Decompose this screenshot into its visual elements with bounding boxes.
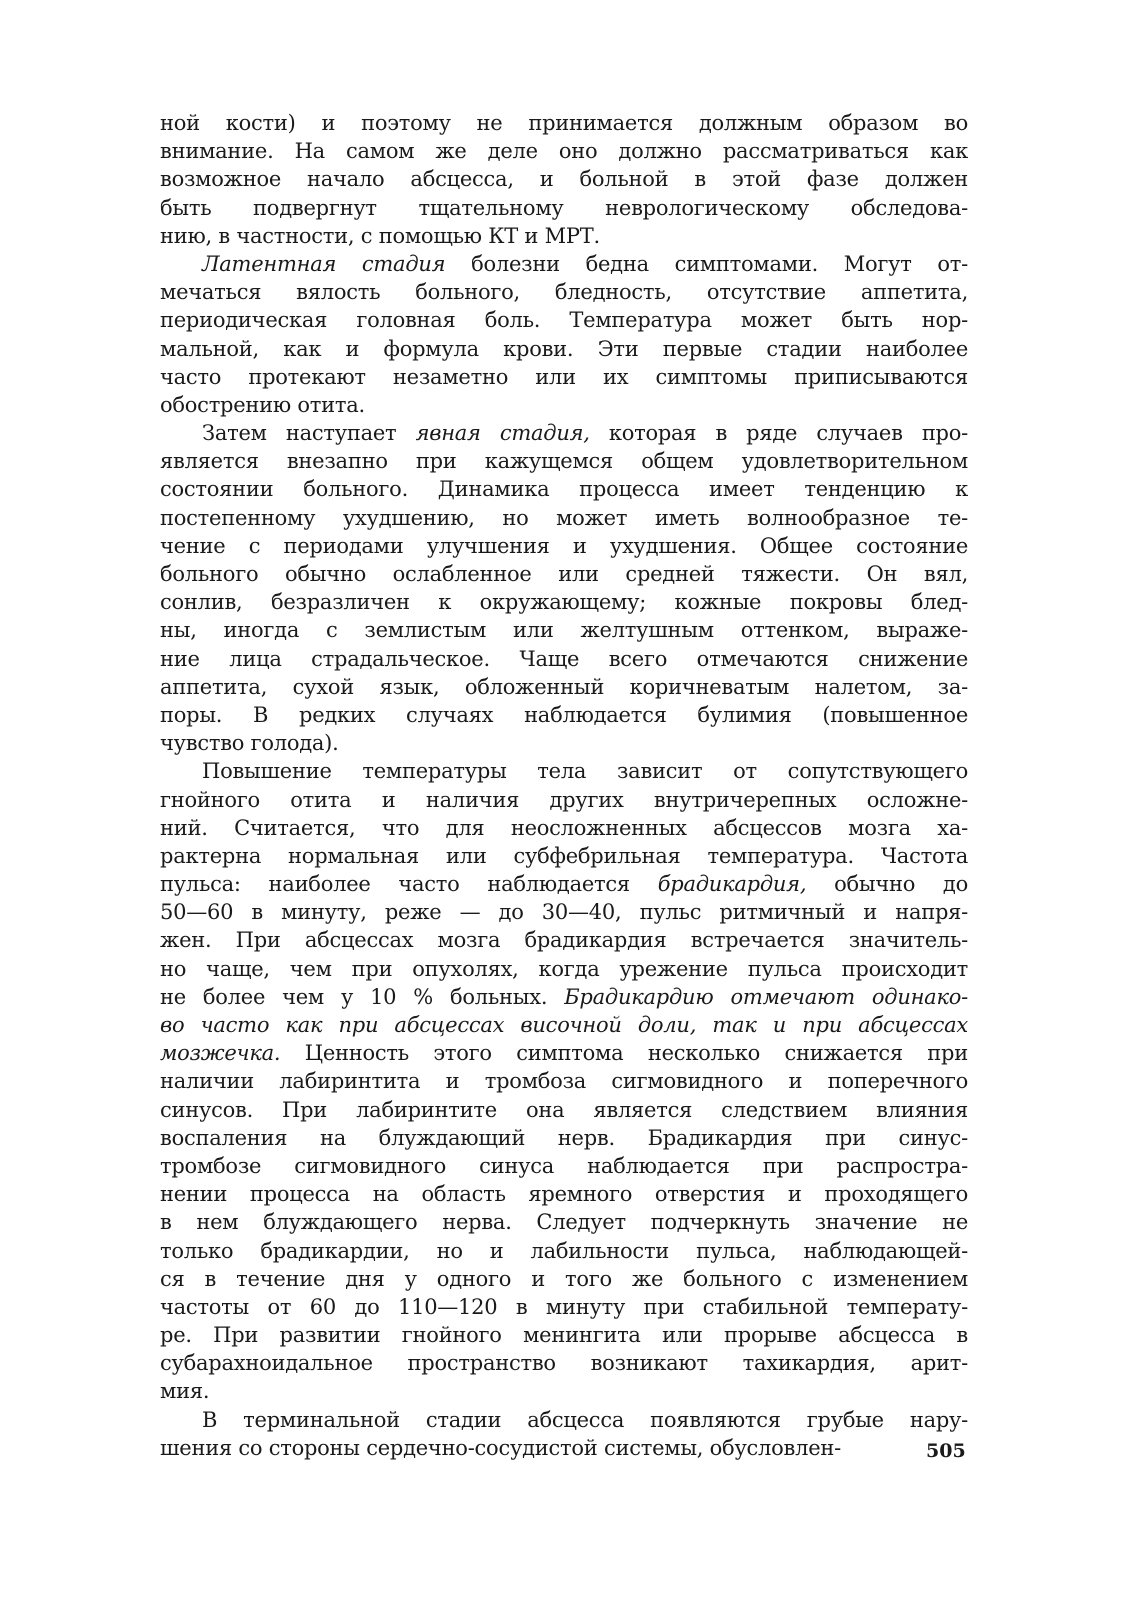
text-segment: периодическая головная боль. Температура может быть нор- — [160, 308, 968, 333]
text-line — [160, 391, 968, 419]
text-segment: но чаще, чем при опухолях, когда урежение пульса происходит — [160, 956, 968, 981]
text-segment: 50—60 в минуту, реже — до 30—40, пульс ритмичный и напря- — [160, 900, 968, 925]
text-segment: жен. При абсцессах мозга брадикардия встречается значитель- — [160, 928, 968, 953]
text-segment: ре. При развитии гнойного менингита или прорыве абсцесса в — [160, 1323, 968, 1348]
text-segment: пульса: наиболее часто наблюдается — [160, 872, 658, 897]
italic-text: мозжечка. — [160, 1041, 281, 1066]
text-line — [160, 1180, 968, 1208]
text-line — [160, 1265, 968, 1293]
text-line — [160, 363, 968, 391]
italic-text: во часто как при абсцессах височной доли, так и при абсцессах — [160, 1013, 968, 1037]
page-number: 505 — [926, 1440, 966, 1462]
text-segment: состоянии больного. Динамика процесса имеет тенденцию к — [160, 477, 968, 502]
text-segment: обострению отита. — [160, 392, 365, 417]
text-line — [160, 532, 968, 560]
text-segment: воспаления на блуждающий нерв. Брадикардия при синус- — [160, 1125, 968, 1150]
text-line — [160, 335, 968, 363]
text-line — [160, 222, 968, 250]
text-segment: ний. Считается, что для неосложненных абсцессов мозга ха- — [160, 815, 968, 840]
text-line — [160, 137, 968, 165]
text-line — [160, 1377, 968, 1405]
text-line — [160, 194, 968, 222]
text-segment: Затем наступает — [202, 421, 416, 446]
text-line — [160, 870, 968, 898]
text-segment: мия. — [160, 1379, 210, 1404]
text-line — [160, 475, 968, 503]
paragraph — [160, 250, 968, 419]
paragraph — [160, 757, 968, 1405]
text-segment: гнойного отита и наличия других внутричерепных осложне- — [160, 787, 968, 812]
text-line — [160, 1096, 968, 1124]
text-segment: ся в течение дня у одного и того же больного с изменением — [160, 1266, 968, 1291]
text-line — [160, 1152, 968, 1180]
text-line — [160, 1434, 968, 1462]
text-segment: ние лица страдальческое. Чаще всего отмечаются снижение — [160, 646, 968, 671]
text-segment: Повышение температуры тела зависит от сопутствующего — [202, 759, 968, 784]
text-segment: больного обычно ослабленное или средней тяжести. Он вял, — [160, 562, 968, 586]
text-segment: в нем блуждающего нерва. Следует подчеркнуть значение не — [160, 1210, 968, 1235]
text-segment: наличии лабиринтита и тромбоза сигмовидного и поперечного — [160, 1069, 968, 1094]
text-line — [160, 1039, 968, 1067]
text-line — [160, 278, 968, 306]
text-segment: частоты от 60 до 110—120 в минуту при стабильной температу- — [160, 1294, 968, 1319]
text-segment: возможное начало абсцесса, и больной в этой фазе должен — [160, 167, 968, 192]
text-segment: рактерна нормальная или субфебрильная температура. Частота — [160, 843, 968, 868]
text-segment: тромбозе сигмовидного синуса наблюдается при распростра- — [160, 1153, 968, 1178]
paragraph — [160, 1406, 968, 1462]
text-segment: шения со стороны сердечно-сосудистой системы, обусловлен- — [160, 1435, 841, 1460]
text-line — [160, 109, 968, 137]
text-line — [160, 419, 968, 447]
text-segment: мальной, как и формула крови. Эти первые стадии наиболее — [160, 336, 968, 361]
text-line — [160, 616, 968, 644]
text-segment: В терминальной стадии абсцесса появляются грубые нару- — [202, 1407, 968, 1432]
italic-text: явная стадия, — [415, 421, 590, 446]
text-segment: только брадикардии, но и лабильности пульса, наблюдающей- — [160, 1238, 968, 1263]
text-line — [160, 1124, 968, 1152]
italic-text: брадикардия, — [657, 872, 807, 897]
text-segment: является внезапно при кажущемся общем удовлетворительном — [160, 449, 968, 474]
text-line — [160, 1349, 968, 1377]
text-line — [160, 1208, 968, 1236]
text-segment: обычно до — [806, 872, 968, 897]
text-line — [160, 955, 968, 983]
text-line — [160, 814, 968, 842]
text-segment: чувство голода). — [160, 731, 339, 756]
text-segment: не более чем у 10 % больных. — [160, 984, 565, 1009]
text-segment: нении процесса на область яремного отверстия и проходящего — [160, 1182, 968, 1207]
text-line — [160, 898, 968, 926]
text-line — [160, 842, 968, 870]
text-segment: сонлив, безразличен к окружающему; кожные покровы блед- — [160, 590, 968, 615]
text-segment: быть подвергнут тщательному неврологическому обследова- — [160, 195, 968, 220]
paragraph — [160, 109, 968, 250]
text-segment: постепенному ухудшению, но может иметь волнообразное те- — [160, 505, 968, 530]
text-line — [160, 1067, 968, 1095]
text-line — [160, 588, 968, 616]
text-line — [160, 1406, 968, 1434]
text-line — [160, 165, 968, 193]
page-body — [160, 109, 968, 1462]
italic-text: Латентная стадия — [202, 251, 446, 276]
text-segment: чение с периодами улучшения и ухудшения. Общее состояние — [160, 533, 968, 558]
text-line — [160, 1237, 968, 1265]
text-segment: поры. В редких случаях наблюдается булимия (повышенное — [160, 702, 968, 727]
text-line — [160, 560, 968, 588]
text-segment: нию, в частности, с помощью КТ и МРТ. — [160, 223, 600, 248]
text-segment: ной кости) и поэтому не принимается должным образом во — [160, 111, 968, 135]
text-line — [160, 757, 968, 785]
italic-text: Брадикардию отмечают одинако- — [564, 984, 968, 1009]
text-line — [160, 447, 968, 475]
text-segment: часто протекают незаметно или их симптомы приписываются — [160, 364, 968, 389]
text-segment: внимание. На самом же деле оно должно рассматриваться как — [160, 139, 968, 164]
text-line — [160, 729, 968, 757]
text-line — [160, 926, 968, 954]
text-line — [160, 1011, 968, 1039]
text-line — [160, 250, 968, 278]
text-line — [160, 504, 968, 532]
text-line — [160, 645, 968, 673]
paragraph — [160, 419, 968, 757]
text-segment: аппетита, сухой язык, обложенный коричневатым налетом, за- — [160, 674, 968, 699]
text-line — [160, 701, 968, 729]
text-segment: синусов. При лабиринтите она является следствием влияния — [160, 1097, 968, 1122]
text-line — [160, 1321, 968, 1349]
text-line — [160, 1293, 968, 1321]
text-segment: мечаться вялость больного, бледность, отсутствие аппетита, — [160, 280, 968, 305]
text-segment: Ценность этого симптома несколько снижается при — [280, 1041, 968, 1066]
text-segment: которая в ряде случаев про- — [589, 421, 968, 446]
text-line — [160, 306, 968, 334]
text-segment: субарахноидальное пространство возникают тахикардия, арит- — [160, 1351, 968, 1376]
text-line — [160, 786, 968, 814]
text-segment: ны, иногда с землистым или желтушным оттенком, выраже- — [160, 618, 968, 643]
text-segment: болезни бедна симптомами. Могут от- — [445, 251, 969, 276]
text-line — [160, 983, 968, 1011]
text-line — [160, 673, 968, 701]
